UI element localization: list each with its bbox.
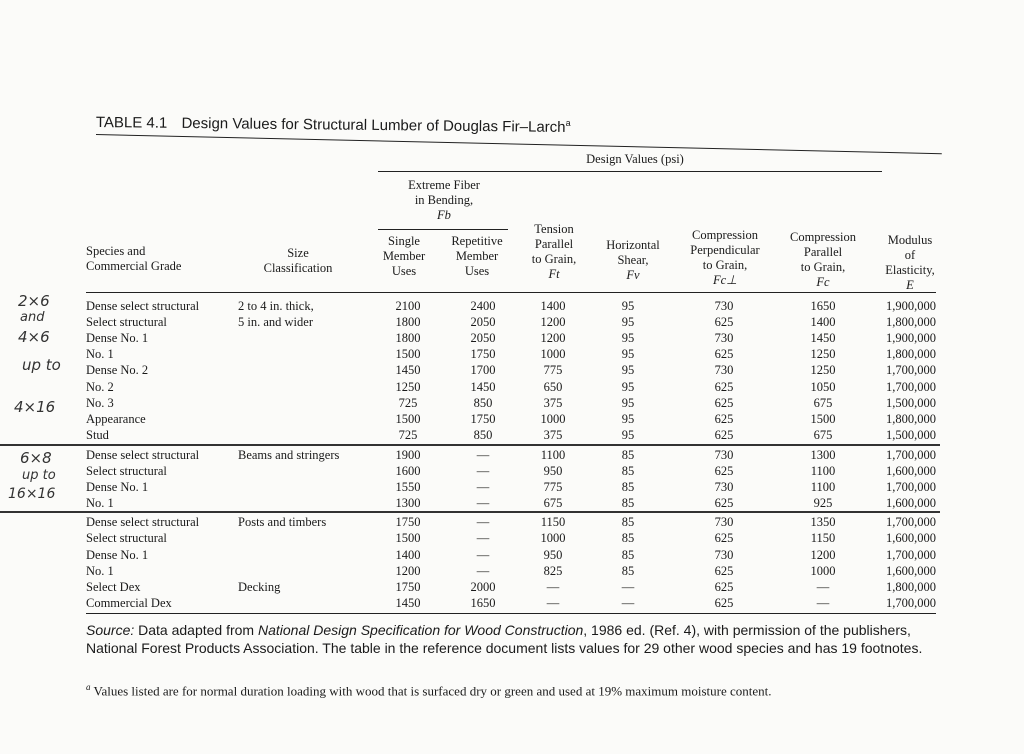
shear-cell: 85	[621, 531, 635, 546]
single-member-bending-cell: 1500	[395, 531, 421, 546]
single-member-bending-cell: 725	[398, 427, 418, 442]
header-bottom-rule	[86, 292, 936, 293]
comp-par-cell: —	[816, 595, 830, 610]
shear-cell: 85	[621, 480, 635, 495]
modulus-cell: 1,500,000	[886, 427, 936, 442]
tension-cell: —	[546, 579, 560, 594]
repetitive-member-bending-cell: 850	[473, 395, 493, 410]
grade-cell: No. 1	[86, 563, 114, 578]
comp-perp-cell: 625	[714, 347, 734, 362]
comp-perp-cell: 730	[714, 515, 734, 530]
shear-cell: 85	[621, 563, 635, 578]
handwritten-note-up-to-2: up to	[22, 468, 56, 483]
grade-cell: Select Dex	[86, 579, 141, 594]
handwritten-note-4x16: 4×16	[14, 398, 56, 416]
tension-cell: 1200	[540, 331, 566, 346]
repetitive-member-bending-cell: —	[476, 531, 490, 546]
comp-perp-cell: 625	[714, 379, 734, 394]
grade-cell: Dense No. 2	[86, 363, 149, 378]
comp-perp-cell: 730	[714, 299, 734, 313]
source-text-1: Data adapted from	[134, 622, 258, 638]
size-cell: Beams and stringers	[238, 447, 340, 462]
comp-perp-cell: 730	[714, 547, 734, 562]
tension-cell: 825	[543, 563, 563, 578]
source-label: Source:	[86, 622, 135, 638]
shear-cell: 95	[621, 427, 635, 442]
comp-perp-cell: 625	[714, 579, 734, 594]
table-bottom-rule	[86, 613, 936, 614]
handwritten-note-and: and	[20, 310, 45, 325]
single-member-bending-cell: 1200	[395, 563, 421, 578]
modulus-cell: 1,900,000	[886, 331, 936, 346]
tension-cell: 1100	[540, 447, 566, 462]
comp-par-cell: 1050	[810, 379, 836, 394]
grade-cell: Dense No. 1	[86, 547, 149, 562]
modulus-cell: 1,500,000	[886, 395, 936, 410]
modulus-cell: 1,700,000	[886, 515, 936, 530]
tension-cell: 1200	[540, 315, 566, 330]
comp-par-cell: 1250	[810, 347, 836, 362]
repetitive-member-bending-cell: 2050	[470, 331, 496, 346]
comp-perp-cell: 625	[714, 427, 734, 442]
modulus-cell: 1,800,000	[886, 411, 936, 426]
repetitive-member-header: Repetitive Member Uses	[451, 234, 503, 278]
comp-perp-cell: 730	[714, 447, 734, 462]
grade-cell: Appearance	[86, 411, 146, 426]
repetitive-member-bending-cell: 1750	[470, 347, 496, 362]
repetitive-member-bending-cell: —	[476, 464, 490, 478]
footnote-mark: a	[86, 682, 91, 692]
modulus-header: Modulus of Elasticity, E	[885, 233, 935, 292]
comp-par-cell: 675	[813, 427, 833, 442]
species-header: Species and Commercial Grade	[86, 244, 182, 273]
comp-perp-cell: 625	[714, 563, 734, 578]
shear-cell: 95	[621, 347, 635, 362]
repetitive-member-bending-cell: 850	[473, 427, 493, 442]
comp-par-header: Compression Parallel to Grain, Fc	[790, 230, 856, 289]
grade-cell: Dense No. 1	[86, 331, 149, 346]
tension-cell: 775	[543, 363, 563, 378]
repetitive-member-bending-cell: 2400	[470, 299, 496, 313]
grade-cell: Dense No. 1	[86, 480, 149, 495]
grade-cell: Select structural	[86, 531, 167, 546]
comp-par-cell: —	[816, 579, 830, 594]
modulus-cell: 1,700,000	[886, 363, 936, 378]
tension-cell: 1000	[540, 531, 566, 546]
tension-cell: 950	[543, 547, 563, 562]
repetitive-member-bending-cell: 1650	[470, 595, 496, 610]
tension-cell: 1400	[540, 299, 566, 313]
shear-cell: —	[621, 579, 635, 594]
repetitive-member-bending-cell: —	[476, 563, 490, 578]
single-member-bending-cell: 2100	[395, 299, 421, 313]
footnote-text: Values listed are for normal duration loading with wood that is surfaced dry or green and used at 19% maximum moisture content.	[90, 683, 772, 699]
table-number: TABLE 4.1	[95, 113, 168, 132]
comp-par-cell: 1150	[810, 531, 836, 546]
tension-cell: 1150	[540, 515, 566, 530]
comp-perp-cell: 625	[714, 395, 734, 410]
single-member-header: Single Member Uses	[382, 234, 426, 278]
single-member-bending-cell: 1450	[395, 595, 421, 610]
size-cell: 2 to 4 in. thick,	[238, 299, 314, 313]
grade-cell: Select structural	[86, 315, 167, 330]
single-member-bending-cell: 1400	[395, 547, 421, 562]
comp-par-cell: 1200	[810, 547, 836, 562]
modulus-cell: 1,600,000	[886, 531, 936, 546]
modulus-cell: 1,900,000	[886, 299, 936, 313]
footnote	[86, 682, 772, 699]
comp-par-cell: 925	[813, 496, 833, 511]
comp-par-cell: 1300	[810, 447, 836, 462]
single-member-bending-cell: 1750	[395, 579, 421, 594]
repetitive-member-bending-cell: —	[476, 480, 490, 495]
comp-par-cell: 1400	[810, 315, 836, 330]
comp-perp-cell: 625	[714, 315, 734, 330]
shear-cell: 95	[621, 411, 635, 426]
comp-perp-cell: 625	[714, 496, 734, 511]
repetitive-member-bending-cell: 1750	[470, 411, 496, 426]
comp-par-cell: 1450	[810, 331, 836, 346]
grade-cell: No. 3	[86, 395, 114, 410]
grade-cell: No. 2	[86, 379, 114, 394]
caption-footnote-mark: a	[565, 117, 571, 128]
comp-perp-cell: 625	[714, 464, 734, 478]
single-member-bending-cell: 1250	[395, 379, 421, 394]
grade-cell: Commercial Dex	[86, 595, 172, 610]
size-cell: Decking	[238, 579, 281, 594]
shear-cell: 95	[621, 379, 635, 394]
grade-cell: Stud	[86, 427, 109, 442]
modulus-cell: 1,600,000	[886, 563, 936, 578]
single-member-bending-cell: 1800	[395, 315, 421, 330]
grade-cell: No. 1	[86, 347, 114, 362]
grade-cell: Dense select structural	[86, 299, 200, 313]
single-member-bending-cell: 1300	[395, 496, 421, 511]
single-member-bending-cell: 1600	[395, 464, 421, 478]
modulus-cell: 1,800,000	[886, 579, 936, 594]
shear-cell: 85	[621, 547, 635, 562]
shear-cell: 85	[621, 496, 635, 511]
tension-cell: 375	[543, 395, 563, 410]
repetitive-member-bending-cell: 1450	[470, 379, 496, 394]
modulus-cell: 1,700,000	[886, 480, 936, 495]
grade-cell: Select structural	[86, 464, 167, 478]
repetitive-member-bending-cell: 2050	[470, 315, 496, 330]
size-cell: 5 in. and wider	[238, 315, 313, 330]
single-member-bending-cell: 725	[398, 395, 418, 410]
modulus-cell: 1,800,000	[886, 347, 936, 362]
single-member-bending-cell: 1800	[395, 331, 421, 346]
single-member-bending-cell: 1450	[395, 363, 421, 378]
shear-cell: 95	[621, 315, 635, 330]
comp-perp-cell: 730	[714, 331, 734, 346]
handwritten-note-16x16: 16×16	[8, 486, 56, 502]
comp-par-cell: 1100	[810, 464, 836, 478]
grade-cell: No. 1	[86, 496, 114, 511]
design-values-header: Design Values (psi)	[586, 152, 684, 166]
shear-cell: 85	[621, 447, 635, 462]
shear-cell: 85	[621, 515, 635, 530]
table-title: Design Values for Structural Lumber of Douglas Fir–Larch	[181, 114, 566, 136]
shear-cell: 95	[621, 331, 635, 346]
shear-cell: 95	[621, 395, 635, 410]
comp-par-cell: 1350	[810, 515, 836, 530]
extreme-fiber-rule	[378, 229, 508, 230]
grade-cell: Dense select structural	[86, 515, 200, 530]
size-header: Size Classification	[263, 246, 333, 275]
comp-perp-cell: 730	[714, 363, 734, 378]
modulus-cell: 1,700,000	[886, 595, 936, 610]
modulus-cell: 1,600,000	[886, 464, 936, 478]
repetitive-member-bending-cell: 1700	[470, 363, 496, 378]
comp-perp-cell: 625	[714, 595, 734, 610]
repetitive-member-bending-cell: 2000	[470, 579, 496, 594]
repetitive-member-bending-cell: —	[476, 447, 490, 462]
shear-cell: 85	[621, 464, 635, 478]
handwritten-note-2x6: 2×6	[18, 292, 50, 310]
comp-par-cell: 1250	[810, 363, 836, 378]
comp-perp-cell: 625	[714, 411, 734, 426]
tension-cell: 950	[543, 464, 563, 478]
tension-cell: 1000	[540, 347, 566, 362]
modulus-cell: 1,700,000	[886, 547, 936, 562]
design-values-rule	[378, 171, 882, 172]
grade-cell: Dense select structural	[86, 447, 200, 462]
tension-cell: —	[546, 595, 560, 610]
tension-cell: 650	[543, 379, 563, 394]
shear-cell: 95	[621, 363, 635, 378]
source-book-title: National Design Specification for Wood Construction	[258, 622, 584, 638]
handwritten-note-up-to-1: up to	[22, 356, 61, 374]
comp-par-cell: 675	[813, 395, 833, 410]
shear-header: Horizontal Shear, Fv	[606, 238, 660, 282]
tension-cell: 775	[543, 480, 563, 495]
tension-cell: 375	[543, 427, 563, 442]
handwritten-note-4x6: 4×6	[18, 328, 50, 346]
source-note	[86, 622, 936, 657]
shear-cell: 95	[621, 299, 635, 313]
section-divider-1	[0, 444, 940, 446]
modulus-cell: 1,700,000	[886, 379, 936, 394]
single-member-bending-cell: 1500	[395, 347, 421, 362]
comp-par-cell: 1000	[810, 563, 836, 578]
modulus-cell: 1,700,000	[886, 447, 936, 462]
shear-cell: —	[621, 595, 635, 610]
top-rule	[96, 134, 942, 154]
single-member-bending-cell: 1750	[395, 515, 421, 530]
tension-cell: 675	[543, 496, 563, 511]
comp-perp-header: Compression Perpendicular to Grain, Fc⊥	[690, 228, 760, 287]
comp-par-cell: 1500	[810, 411, 836, 426]
modulus-cell: 1,800,000	[886, 315, 936, 330]
table-caption	[96, 113, 571, 136]
source-text-2: , 1986 ed. (Ref. 4), with permission of the publishers, National Forest Products Association. The table in the reference document lists values for 29 other wood species and has 19 footnotes.	[86, 622, 923, 656]
modulus-cell: 1,600,000	[886, 496, 936, 511]
repetitive-member-bending-cell: —	[476, 496, 490, 511]
single-member-bending-cell: 1550	[395, 480, 421, 495]
comp-perp-cell: 730	[714, 480, 734, 495]
single-member-bending-cell: 1500	[395, 411, 421, 426]
single-member-bending-cell: 1900	[395, 447, 421, 462]
repetitive-member-bending-cell: —	[476, 547, 490, 562]
tension-header: Tension Parallel to Grain, Ft	[531, 222, 577, 281]
handwritten-note-6x8: 6×8	[20, 449, 52, 467]
comp-par-cell: 1100	[810, 480, 836, 495]
comp-perp-cell: 625	[714, 531, 734, 546]
extreme-fiber-header: Extreme Fiber in Bending, Fb	[408, 178, 480, 222]
section-divider-2	[0, 511, 940, 513]
tension-cell: 1000	[540, 411, 566, 426]
size-cell: Posts and timbers	[238, 515, 327, 530]
comp-par-cell: 1650	[810, 299, 836, 313]
repetitive-member-bending-cell: —	[476, 515, 490, 530]
